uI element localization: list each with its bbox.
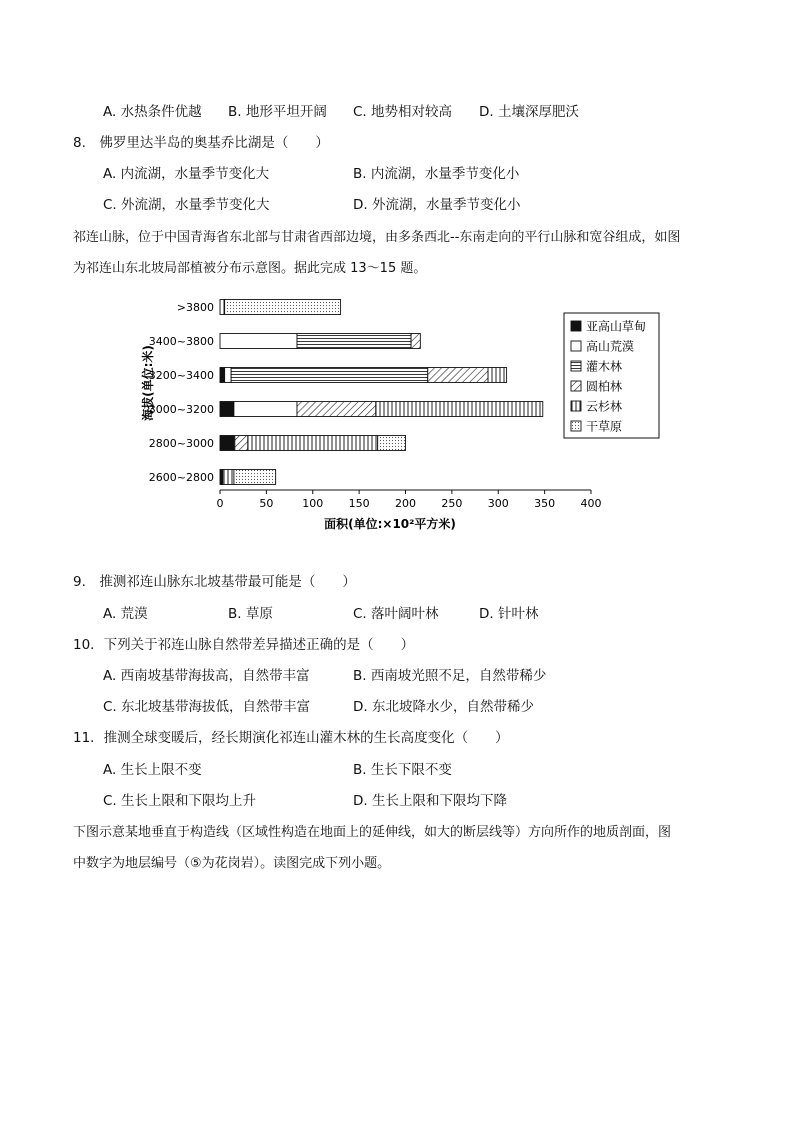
q11-stem: 11．推测全球变暖后，经长期演化祁连山灌木林的生长高度变化（ ） — [73, 730, 509, 746]
intro-qilian-line1: 祁连山脉，位于中国青海省东北部与甘肃省西部边境，由多条西北--东南走向的平行山脉和宽谷组成，如图 — [73, 230, 681, 245]
q7-option-d[interactable]: D. 土壤深厚肥沃 — [479, 104, 579, 120]
q10-option-a[interactable]: A. 西南坡基带海拔高，自然带丰富 — [103, 668, 310, 684]
bar-segment — [220, 402, 234, 417]
q9-option-b[interactable]: B. 草原 — [228, 606, 273, 622]
q8-option-b[interactable]: B. 内流湖，水量季节变化小 — [353, 166, 520, 182]
legend-label: 高山荒漠 — [586, 339, 635, 354]
y-tick-label: 2800~3000 — [148, 437, 214, 450]
q7-option-a[interactable]: A. 水热条件优越 — [103, 104, 202, 120]
q11-option-c[interactable]: C. 生长上限和下限均上升 — [103, 793, 257, 809]
x-tick-label: 150 — [348, 497, 370, 510]
legend-label: 灌木林 — [586, 359, 623, 374]
y-tick-label: 3400~3800 — [148, 335, 214, 348]
intro-qilian-line2: 为祁连山东北坡局部植被分布示意图。据此完成 13～15 题。 — [73, 261, 427, 276]
y-tick-label: 3000~3200 — [148, 403, 214, 416]
q11-option-d[interactable]: D. 生长上限和下限均下降 — [353, 793, 507, 809]
x-tick-label: 350 — [534, 497, 556, 510]
intro-geology-line1: 下图示意某地垂直于构造线（区域性构造在地面上的延伸线，如大的断层线等）方向所作的地质剖面，图 — [73, 825, 672, 840]
bar-segment — [220, 300, 225, 315]
bar-segment — [231, 368, 428, 383]
legend-label: 亚高山草甸 — [586, 319, 647, 334]
q10-stem: 10．下列关于祁连山脉自然带差异描述正确的是（ ） — [73, 637, 415, 653]
x-axis-label: 面积(单位:×10²平方米) — [324, 517, 456, 531]
q9-stem: 9. 推测祁连山脉东北坡基带最可能是（ ） — [73, 574, 356, 590]
legend-label: 干草原 — [586, 419, 623, 434]
bar-segment — [297, 402, 376, 417]
bar-segment — [376, 402, 543, 417]
legend-swatch — [571, 421, 581, 431]
y-tick-label: 2600~2800 — [148, 471, 214, 484]
q9-option-d[interactable]: D. 针叶林 — [479, 606, 539, 622]
x-tick-label: 100 — [302, 497, 324, 510]
q7-option-c[interactable]: C. 地势相对较高 — [353, 104, 453, 120]
x-tick-label: 400 — [580, 497, 602, 510]
q10-option-b[interactable]: B. 西南坡光照不足，自然带稀少 — [353, 668, 547, 684]
x-tick-label: 250 — [441, 497, 463, 510]
q11-option-a[interactable]: A. 生长上限不变 — [103, 762, 202, 778]
bar-segment — [234, 470, 276, 485]
x-tick-label: 300 — [487, 497, 509, 510]
legend-label: 圆柏林 — [586, 379, 623, 394]
q10-option-c[interactable]: C. 东北坡基带海拔低，自然带丰富 — [103, 699, 311, 715]
y-tick-label: 3200~3400 — [148, 369, 214, 382]
legend-swatch — [571, 401, 581, 411]
bar-segment — [234, 402, 297, 417]
bar-segment — [223, 470, 234, 485]
vegetation-chart — [130, 283, 647, 535]
q11-option-b[interactable]: B. 生长下限不变 — [353, 762, 452, 778]
q9-option-a[interactable]: A. 荒漠 — [103, 606, 148, 622]
bar-segment — [378, 436, 406, 451]
bar-segment — [297, 334, 411, 349]
legend-swatch — [571, 361, 581, 371]
q10-option-d[interactable]: D. 东北坡降水少，自然带稀少 — [353, 699, 534, 715]
bar-segment — [225, 368, 231, 383]
bar-segment — [411, 334, 420, 349]
q8-stem: 8. 佛罗里达半岛的奥基乔比湖是（ ） — [73, 135, 329, 151]
legend-swatch — [571, 341, 581, 351]
bar-segment — [235, 436, 248, 451]
y-axis-label: 海拔(单位:米) — [141, 345, 155, 421]
x-tick-label: 50 — [259, 497, 274, 510]
bar-segment — [225, 300, 341, 315]
y-tick-label: >3800 — [176, 301, 214, 314]
bar-segment — [220, 368, 225, 383]
q8-option-d[interactable]: D. 外流湖，水量季节变化小 — [353, 197, 521, 213]
bar-segment — [220, 436, 234, 451]
q8-option-a[interactable]: A. 内流湖，水量季节变化大 — [103, 166, 270, 182]
bar-segment — [428, 368, 488, 383]
x-tick-label: 0 — [216, 497, 224, 510]
q8-option-c[interactable]: C. 外流湖，水量季节变化大 — [103, 197, 270, 213]
intro-geology-line2: 中数字为地层编号（⑤为花岗岩）。读图完成下列小题。 — [73, 856, 391, 871]
legend-swatch — [571, 381, 581, 391]
legend-swatch — [571, 321, 581, 331]
q9-option-c[interactable]: C. 落叶阔叶林 — [353, 606, 439, 622]
bar-segment — [488, 368, 507, 383]
bar-segment — [220, 334, 297, 349]
x-tick-label: 200 — [395, 497, 416, 510]
bar-segment — [248, 436, 378, 451]
q7-option-b[interactable]: B. 地形平坦开阔 — [228, 104, 327, 120]
legend-label: 云杉林 — [586, 399, 623, 414]
